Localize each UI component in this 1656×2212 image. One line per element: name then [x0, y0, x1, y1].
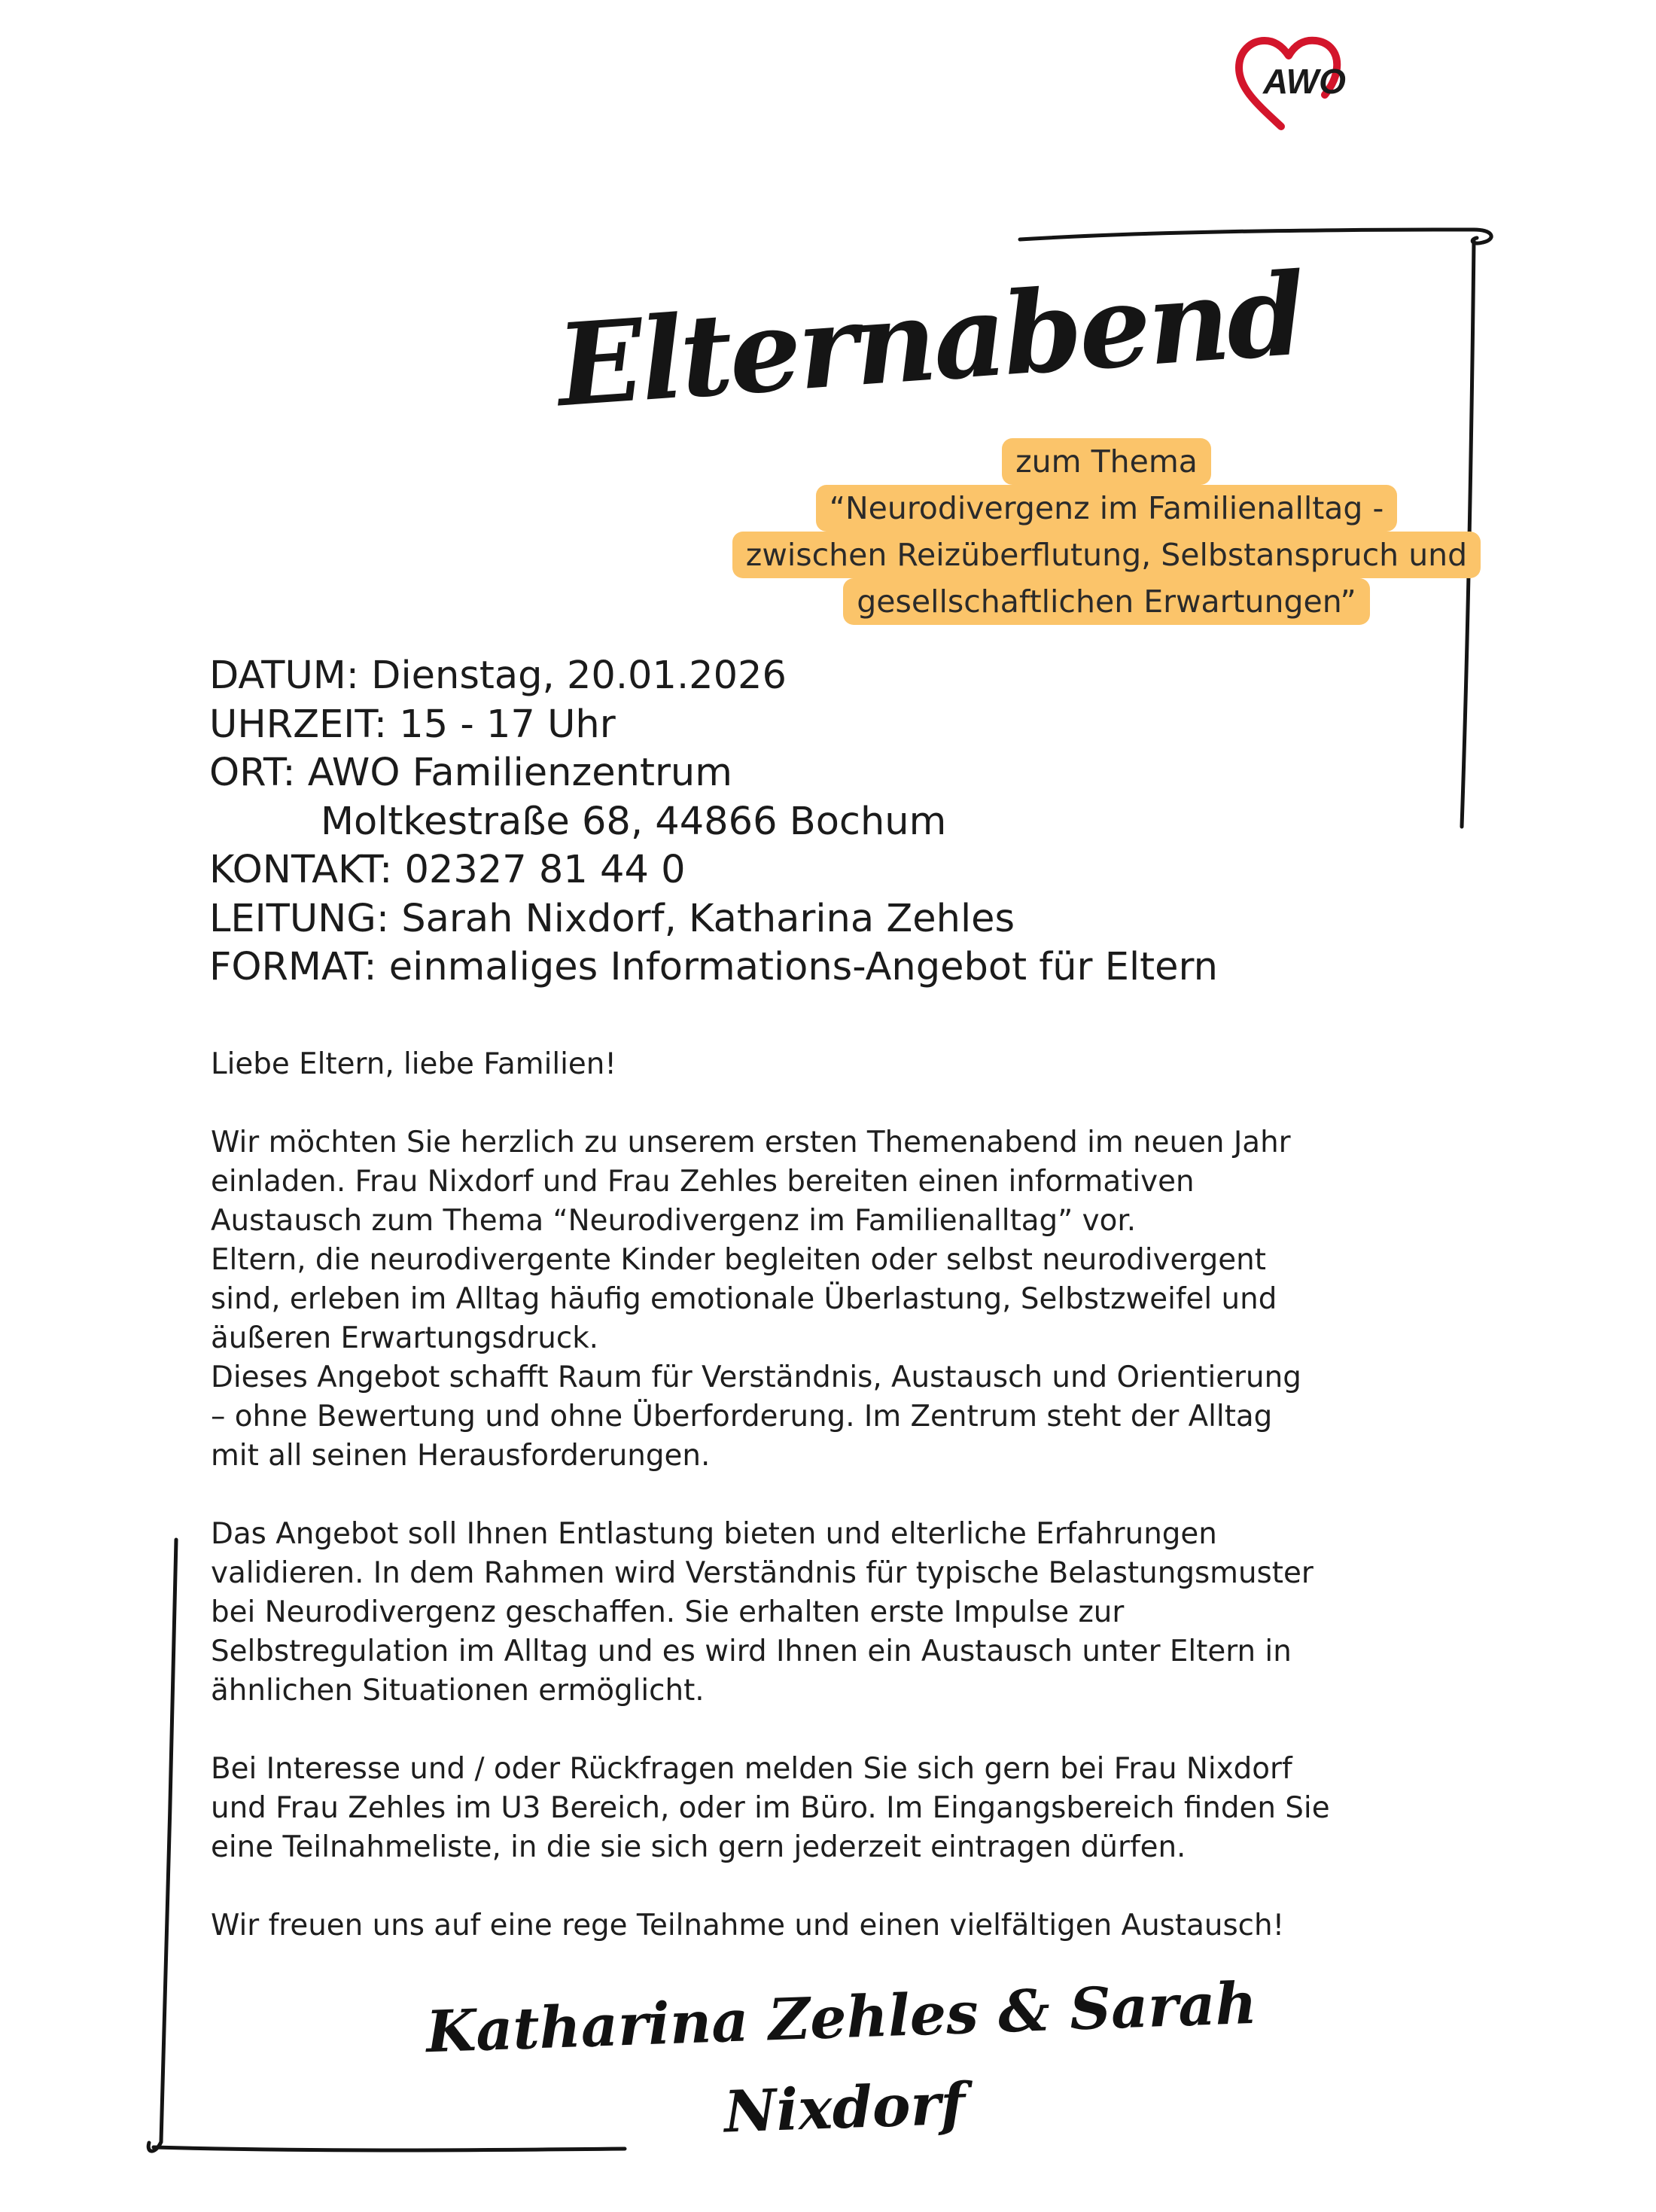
awo-logo [1228, 30, 1364, 136]
frame-top-line [1020, 230, 1491, 243]
signature: Katharina Zehles & Sarah Nixdorf [425, 1969, 1259, 2146]
subtitle-line: gesellschaftlichen Erwartungen” [843, 578, 1370, 625]
text-line: einladen. Frau Nixdorf und Frau Zehles bereiten einen informativen [211, 1165, 1195, 1199]
detail-format: FORMAT: einmaliges Informations-Angebot für Eltern [209, 945, 1218, 989]
detail-address: Moltkestraße 68, 44866 Bochum [321, 799, 947, 844]
text-line: Wir möchten Sie herzlich zu unserem ersten Themenabend im neuen Jahr [211, 1126, 1291, 1159]
text-line: mit all seinen Herausforderungen. [211, 1439, 711, 1473]
subtitle-line: zum Thema [1002, 438, 1211, 485]
text-line: eine Teilnahmeliste, in die sie sich gern jederzeit eintragen dürfen. [211, 1830, 1186, 1864]
text-line: validieren. In dem Rahmen wird Verständnis für typische Belastungsmuster [211, 1556, 1314, 1590]
text-line: Austausch zum Thema “Neurodivergenz im Familienalltag” vor. [211, 1204, 1137, 1238]
subtitle-line: “Neurodivergenz im Familienalltag - [816, 485, 1398, 532]
paragraph-offer [211, 1515, 1430, 1711]
detail-contact: KONTAKT: 02327 81 44 0 [209, 848, 686, 892]
text-line: Dieses Angebot schafft Raum für Verständnis, Austausch und Orientierung [211, 1360, 1301, 1394]
text-line: Das Angebot soll Ihnen Entlastung bieten und elterliche Erfahrungen [211, 1517, 1217, 1551]
text-line: – ohne Bewertung und ohne Überforderung. Im Zentrum steht der Alltag [211, 1400, 1273, 1434]
text-line: Selbstregulation im Alltag und es wird Ihnen ein Austausch unter Eltern in [211, 1635, 1292, 1668]
text-line: äußeren Erwartungsdruck. [211, 1321, 599, 1355]
detail-lead: LEITUNG: Sarah Nixdorf, Katharina Zehles [209, 896, 1015, 941]
frame-left-line [148, 1540, 176, 2151]
greeting: Liebe Eltern, liebe Familien! [211, 1047, 616, 1081]
detail-time: UHRZEIT: 15 - 17 Uhr [209, 702, 616, 747]
text-line: Eltern, die neurodivergente Kinder begleiten oder selbst neurodivergent [211, 1243, 1266, 1277]
page-title: Elternabend [553, 248, 1307, 433]
paragraph-invitation [211, 1123, 1430, 1476]
text-line: Bei Interesse und / oder Rückfragen melden Sie sich gern bei Frau Nixdorf [211, 1752, 1292, 1786]
topic-subtitle [647, 438, 1566, 625]
text-line: und Frau Zehles im U3 Bereich, oder im Büro. Im Eingangsbereich finden Sie [211, 1791, 1330, 1825]
logo-text: AWO [1263, 62, 1346, 101]
heart-logo-icon [1228, 30, 1364, 136]
subtitle-line: zwischen Reizüberflutung, Selbstanspruch und [732, 532, 1481, 578]
paragraph-contact [211, 1750, 1430, 1867]
closing-line: Wir freuen uns auf eine rege Teilnahme und einen vielfältigen Austausch! [211, 1909, 1285, 1942]
letter-body [211, 1045, 1430, 1985]
event-details [209, 652, 1564, 992]
detail-location: ORT: AWO Familienzentrum [209, 751, 732, 795]
text-line: sind, erleben im Alltag häufig emotionale Überlastung, Selbstzweifel und [211, 1282, 1277, 1316]
text-line: bei Neurodivergenz geschaffen. Sie erhalten erste Impulse zur [211, 1595, 1125, 1629]
detail-date: DATUM: Dienstag, 20.01.2026 [209, 654, 787, 698]
text-line: ähnlichen Situationen ermöglicht. [211, 1674, 705, 1708]
